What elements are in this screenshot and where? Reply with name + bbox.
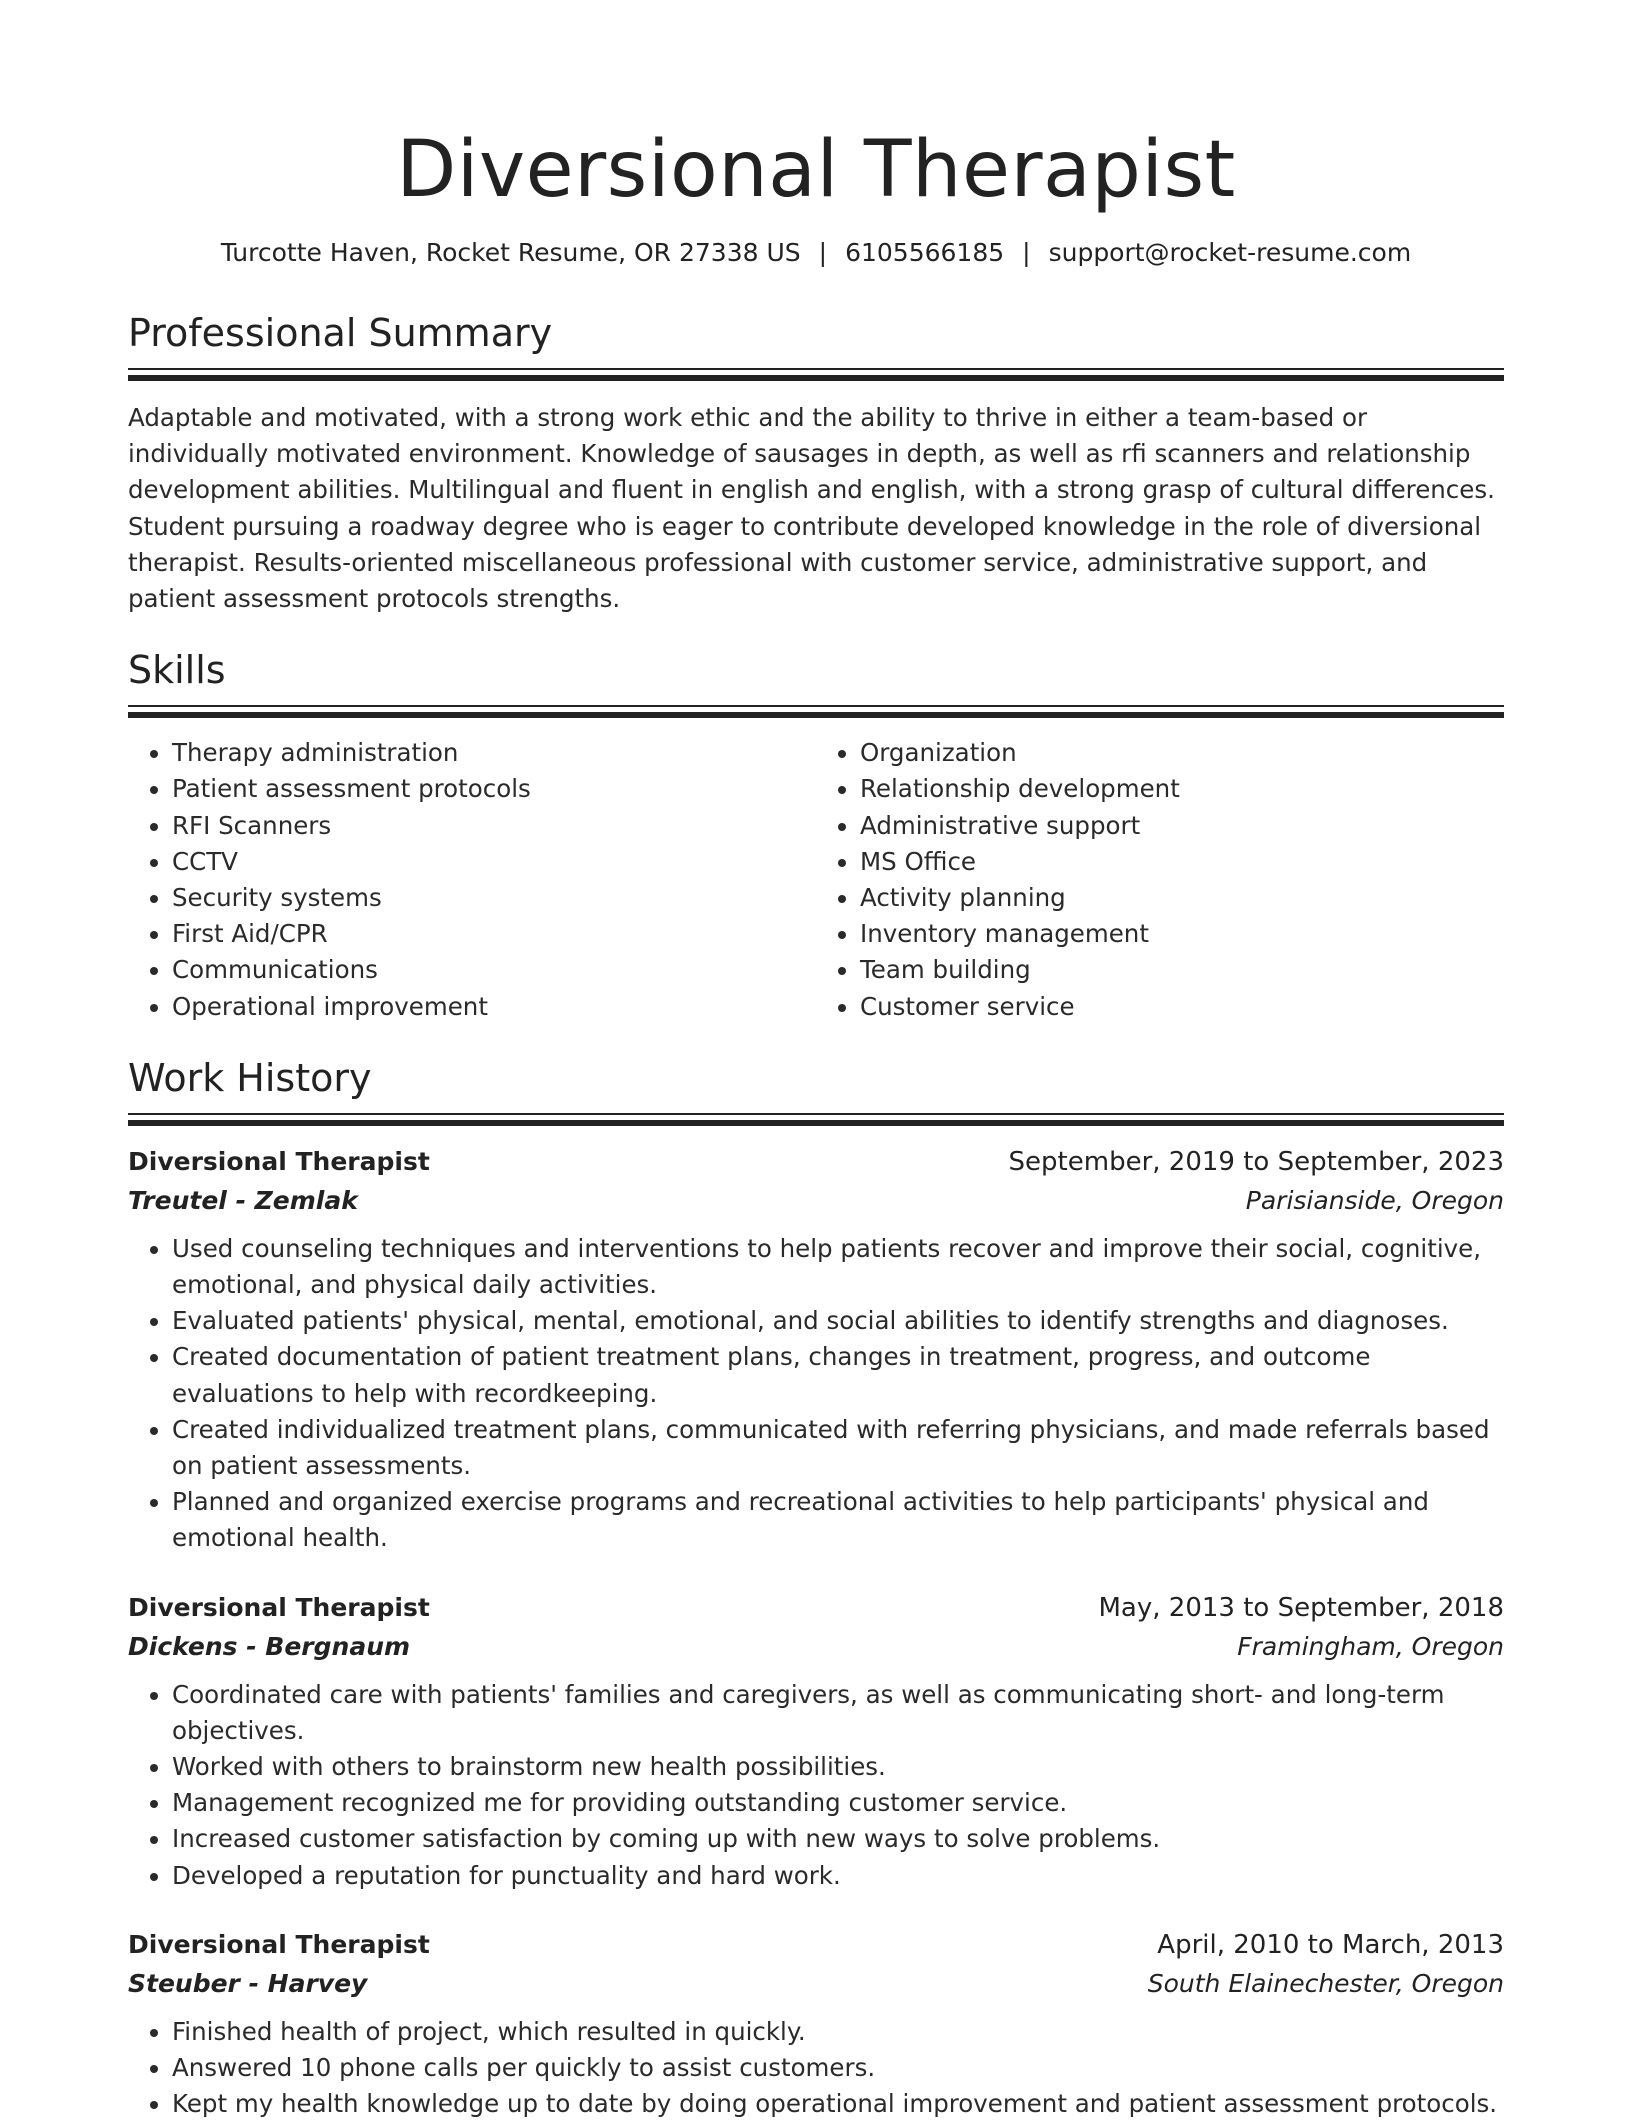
section-heading-work: Work History	[128, 1055, 372, 1100]
job-duties-list	[128, 2014, 1504, 2123]
skills-list-right	[816, 735, 1504, 1025]
job-duty: • Coordinated care with patients' families and caregivers, as well as communicating short- and long-term objectives.	[172, 1677, 1504, 1749]
job-duty: • Increased customer satisfaction by coming up with new ways to solve problems.	[172, 1821, 1504, 1857]
section-divider	[128, 368, 1504, 378]
skills-column-right	[816, 735, 1504, 1025]
job-duty: • Used counseling techniques and interventions to help patients recover and improve their social, cognitive, emotional, and physical daily activities.	[172, 1231, 1504, 1303]
job-entry	[128, 1926, 1504, 2123]
contact-line	[128, 236, 1504, 270]
job-duty: • Kept my health knowledge up to date by doing operational improvement and patient assessment protocols.	[172, 2086, 1504, 2122]
job-duty: • Planned and organized exercise programs and recreational activities to help participants' physical and emotional health.	[172, 1484, 1504, 1556]
job-duty: • Created individualized treatment plans, communicated with referring physicians, and made referrals based on patient assessments.	[172, 1412, 1504, 1484]
skill-item: • RFI Scanners	[172, 808, 816, 844]
job-duty: • Evaluated patients' physical, mental, emotional, and social abilities to identify strengths and diagnoses.	[172, 1303, 1504, 1339]
job-company: Dickens - Bergnaum	[128, 1631, 411, 1661]
job-duty: • Developed a reputation for punctuality and hard work.	[172, 1858, 1504, 1894]
section-heading-summary: Professional Summary	[128, 311, 553, 355]
summary-text: Adaptable and motivated, with a strong work ethic and the ability to thrive in either a team-based or individually motivated environment. Knowledge of sausages in depth, as well as rfi scanners and relationship development abilities. Multilingual and fluent in english and english, with a strong grasp of cultural differences. Student pursuing a roadway degree who is eager to contribute developed knowledge in the role of diversional therapist. Results-oriented miscellaneous professional with customer service, administrative support, and patient assessment protocols strengths.	[128, 403, 1495, 614]
section-divider	[128, 1113, 1504, 1123]
job-duty: • Management recognized me for providing outstanding customer service.	[172, 1785, 1504, 1821]
job-header-row	[128, 1926, 1504, 1964]
skill-item: • Customer service	[860, 989, 1504, 1025]
job-duty: • Answered 10 phone calls per quickly to assist customers.	[172, 2050, 1504, 2086]
skill-item: • Relationship development	[860, 771, 1504, 807]
job-header-row	[128, 1143, 1504, 1181]
job-title: Diversional Therapist	[128, 1146, 430, 1176]
resume-page	[128, 0, 1504, 2123]
job-company-row	[128, 1964, 1504, 2004]
skill-item: • Inventory management	[860, 916, 1504, 952]
job-location: Parisianside, Oregon	[1245, 1185, 1504, 1215]
skill-item: • Therapy administration	[172, 735, 816, 771]
skill-item: • Operational improvement	[172, 989, 816, 1025]
skill-item: • Activity planning	[860, 880, 1504, 916]
job-duty: • Finished health of project, which resulted in quickly.	[172, 2014, 1504, 2050]
skill-item: • Patient assessment protocols	[172, 771, 816, 807]
job-title: Diversional Therapist	[128, 1929, 430, 1959]
section-divider	[128, 705, 1504, 715]
skill-item: • Communications	[172, 952, 816, 988]
skills-column-left	[128, 735, 816, 1025]
job-duties-list	[128, 1231, 1504, 1557]
job-dates: May, 2013 to September, 2018	[1098, 1592, 1504, 1623]
contact-phone: 6105566185	[845, 238, 1005, 267]
job-duty: • Worked with others to brainstorm new health possibilities.	[172, 1749, 1504, 1785]
job-entry	[128, 1143, 1504, 1557]
skill-item: • MS Office	[860, 844, 1504, 880]
skill-item: • Security systems	[172, 880, 816, 916]
job-entry	[128, 1589, 1504, 1894]
job-title: Diversional Therapist	[128, 1592, 430, 1622]
job-duties-list	[128, 1677, 1504, 1894]
professional-summary-section	[128, 310, 1504, 617]
skills-section	[128, 647, 1504, 1025]
contact-email: support@rocket-resume.com	[1048, 238, 1412, 267]
contact-separator: |	[1022, 238, 1031, 267]
skill-item: • Team building	[860, 952, 1504, 988]
job-dates: April, 2010 to March, 2013	[1157, 1929, 1504, 1960]
job-duty: • Created documentation of patient treatment plans, changes in treatment, progress, and outcome evaluations to help with recordkeeping.	[172, 1339, 1504, 1411]
skills-grid	[128, 735, 1504, 1025]
skills-list-left	[128, 735, 816, 1025]
skill-item: • Organization	[860, 735, 1504, 771]
section-heading-skills: Skills	[128, 648, 226, 693]
job-company-row	[128, 1181, 1504, 1221]
job-dates: September, 2019 to September, 2023	[1008, 1146, 1504, 1177]
resume-title: Diversional Therapist	[396, 125, 1236, 215]
job-location: South Elainechester, Oregon	[1147, 1968, 1504, 1998]
skill-item: • First Aid/CPR	[172, 916, 816, 952]
job-company-row	[128, 1627, 1504, 1667]
work-history-section	[128, 1055, 1504, 2123]
skill-item: • CCTV	[172, 844, 816, 880]
contact-separator: |	[818, 238, 828, 267]
contact-address: Turcotte Haven, Rocket Resume, OR 27338 US	[220, 238, 801, 267]
skill-item: • Administrative support	[860, 808, 1504, 844]
job-header-row	[128, 1589, 1504, 1627]
job-company: Treutel - Zemlak	[128, 1185, 358, 1215]
job-company: Steuber - Harvey	[128, 1968, 368, 1998]
job-location: Framingham, Oregon	[1237, 1631, 1504, 1661]
